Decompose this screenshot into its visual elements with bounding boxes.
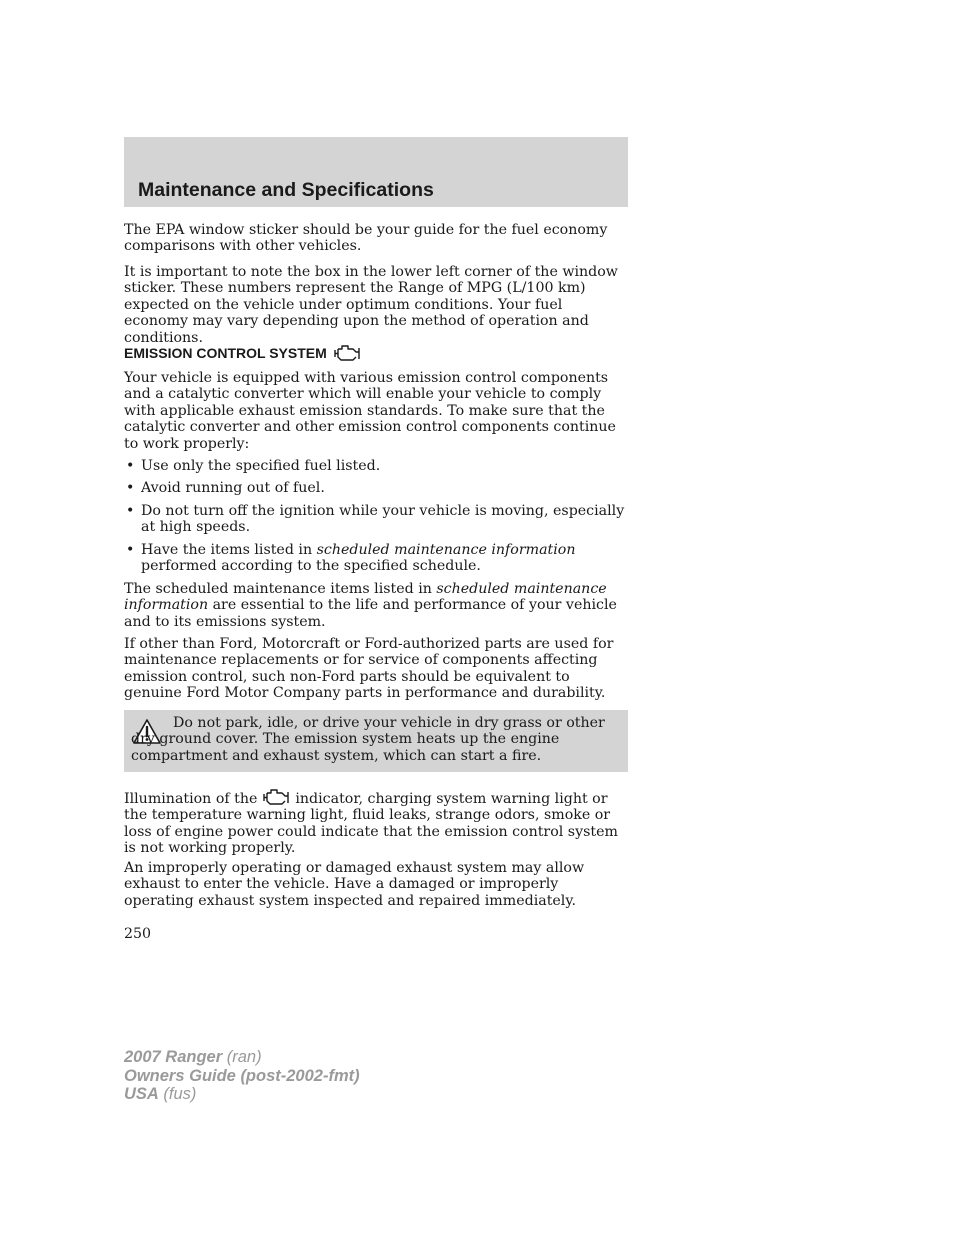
section-title: EMISSION CONTROL SYSTEM [124,345,327,361]
page-title: Maintenance and Specifications [138,179,434,201]
list-item: • Do not turn off the ignition while your vehicle is moving, especially at high speeds. [124,503,628,536]
intro-paragraph-1: The EPA window sticker should be your guide for the fuel economy comparisons with other vehicles. [124,222,608,255]
bullet-text: Use only the specified fuel listed. [141,458,381,474]
footer-line-2: Owners Guide (post-2002-fmt) [124,1066,360,1085]
warning-text: Do not park, idle, or drive your vehicle in dry grass or other dry ground cover. The emission system heats up the engine compartment and exhaust system, which can start a fire. [131,715,605,764]
bullet-text: Do not turn off the ignition while your vehicle is moving, especially at high speeds. [141,503,625,536]
emission-paragraph-4: Illumination of the indicator, charging system warning light or the temperature warning light, fluid leaks, strange odors, smoke or loss of engine power could indicate that the emission control system is not working properly. [124,787,628,857]
footer-line-1: 2007 Ranger (ran) [124,1048,262,1066]
warning-box [124,710,628,772]
bullet-text: Avoid running out of fuel. [141,480,325,496]
emission-section-heading [124,343,362,363]
emission-paragraph-3: If other than Ford, Motorcraft or Ford-authorized parts are used for maintenance replacements or for service of components affecting emission control, such non-Ford parts should be equivalent to genuine Ford Motor Company parts in performance and durability. [124,636,614,702]
engine-icon [332,343,362,363]
list-item: • Have the items listed in scheduled maintenance information performed according to the specified schedule. [124,542,628,575]
intro-paragraph-2: It is important to note the box in the lower left corner of the window sticker. These numbers represent the Range of MPG (L/100 km) expected on the vehicle under optimum conditions. Your fuel economy may vary depending upon the method of operation and conditions. [124,264,618,346]
bullet-text: Have the items listed in scheduled maintenance information performed according to the specified schedule. [141,542,576,575]
section-header-band [124,137,628,207]
list-item: • Use only the specified fuel listed. [124,458,628,474]
emission-paragraph-2: The scheduled maintenance items listed in scheduled maintenance information are essential to the life and performance of your vehicle and to its emissions system. [124,581,617,630]
engine-icon [261,787,291,807]
emission-paragraph-1: Your vehicle is equipped with various emission control components and a catalytic converter which will enable your vehicle to comply with applicable exhaust emission standards. To make sure that the catalytic converter and other emission control components continue to work properly: [124,370,616,452]
list-item: • Avoid running out of fuel. [124,480,628,496]
document-footer [124,1048,360,1104]
page-number: 250 [124,926,152,942]
emission-paragraph-5: An improperly operating or damaged exhaust system may allow exhaust to enter the vehicle. Have a damaged or improperly operating exhaust system inspected and repaired immediately. [124,860,585,909]
footer-line-3: USA (fus) [124,1085,197,1103]
